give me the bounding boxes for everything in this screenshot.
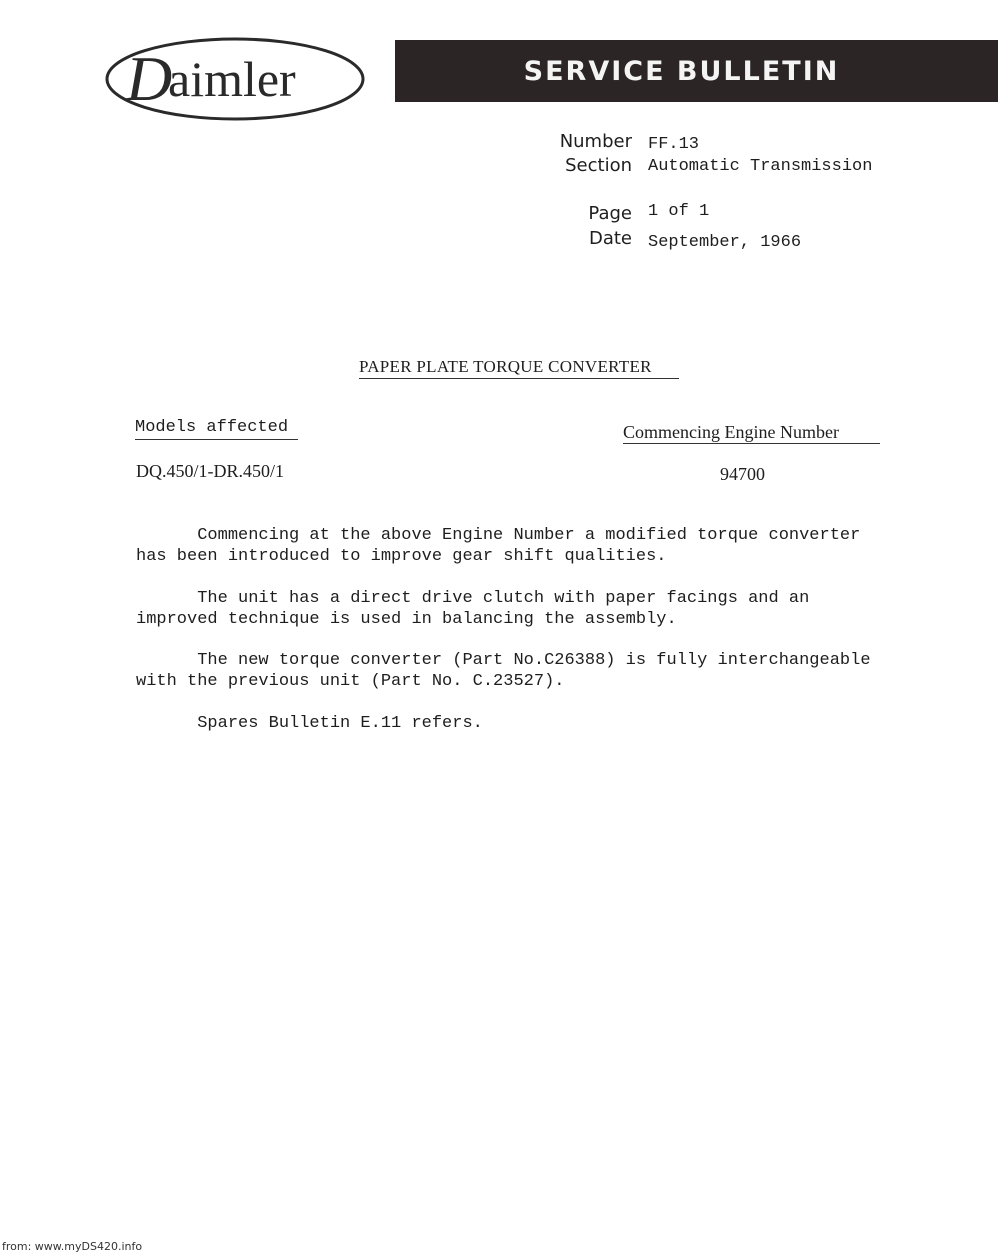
models-underline bbox=[135, 439, 298, 440]
daimler-logo bbox=[104, 34, 366, 124]
number-value: FF.13 bbox=[648, 135, 700, 154]
paragraph-4: Spares Bulletin E.11 refers. bbox=[136, 714, 483, 733]
svg-text:D: D bbox=[126, 43, 173, 114]
models-header: Models affected bbox=[135, 418, 289, 437]
date-value: September, 1966 bbox=[648, 233, 802, 252]
page-value: 1 of 1 bbox=[648, 202, 710, 221]
banner-title: SERVICE BULLETIN bbox=[523, 55, 840, 87]
bulletin-title: PAPER PLATE TORQUE CONVERTER bbox=[359, 357, 652, 376]
paragraph-1: Commencing at the above Engine Number a modified torque converter has been introduced to improve gear shift qualities. bbox=[136, 526, 861, 566]
section-value: Automatic Transmission bbox=[648, 157, 873, 176]
source-footer: from: www.myDS420.info bbox=[2, 1240, 143, 1253]
engine-value: 94700 bbox=[720, 464, 765, 484]
section-label: Section bbox=[565, 155, 632, 176]
svg-text:aimler: aimler bbox=[168, 51, 296, 107]
page-label: Page bbox=[588, 203, 632, 224]
engine-header: Commencing Engine Number bbox=[623, 422, 839, 442]
title-underline bbox=[359, 378, 679, 379]
date-label: Date bbox=[588, 228, 632, 249]
models-value: DQ.450/1-DR.450/1 bbox=[136, 461, 284, 481]
paragraph-3: The new torque converter (Part No.C26388) is fully interchangeable with the previous unit (Part No. C.23527). bbox=[136, 651, 871, 691]
number-label: Number bbox=[559, 131, 632, 152]
engine-underline bbox=[623, 443, 880, 444]
paragraph-2: The unit has a direct drive clutch with paper facings and an improved technique is used in balancing the assembly. bbox=[136, 589, 810, 629]
service-bulletin-banner bbox=[395, 40, 998, 102]
